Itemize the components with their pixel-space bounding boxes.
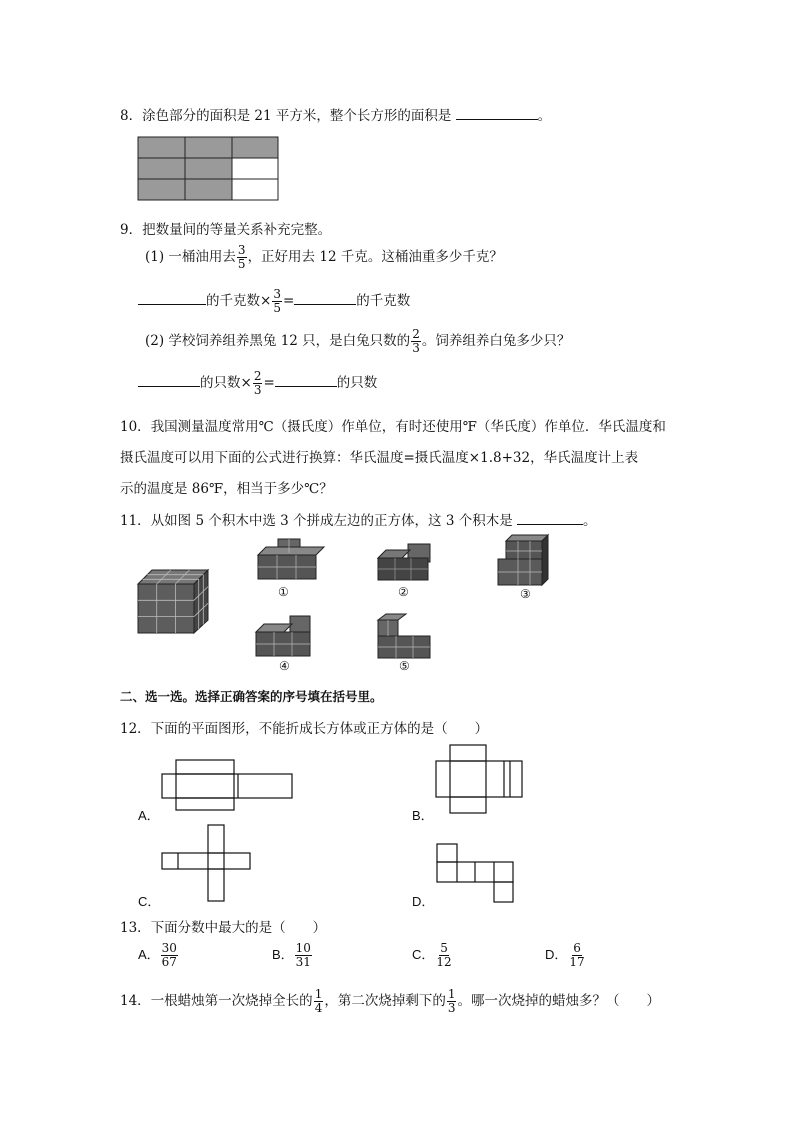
q9-p1-eq-mid: 的千克数× xyxy=(206,293,272,309)
q13-option-c-fraction: $\frac{5}{12}$ xyxy=(436,941,452,969)
q9-part1 xyxy=(145,244,503,271)
q14-fraction-2: $\frac{1}{3}$ xyxy=(447,987,456,1015)
q8-rect-grid xyxy=(138,137,280,201)
q12-number: 12． xyxy=(120,721,151,737)
q11-text xyxy=(120,509,597,529)
q14-text xyxy=(120,988,660,1015)
q13-option-b-label: B． xyxy=(272,947,294,962)
q9-p1-label: (1) xyxy=(145,249,165,265)
q11-body: 从如图 5 个积木中选 3 个拼成左边的正方体，这 3 个积木是 xyxy=(150,513,513,529)
q12-option-a[interactable]: A． xyxy=(138,808,160,823)
q11-piece-3 xyxy=(498,535,554,587)
q13-option-a[interactable] xyxy=(138,942,179,969)
q12-option-d[interactable]: D． xyxy=(412,894,435,909)
q13-number: 13． xyxy=(120,920,151,936)
q9-p1-eq-fraction: $\frac{3}{5}$ xyxy=(273,287,281,315)
q13-option-d-fraction: $\frac{6}{17}$ xyxy=(569,941,585,969)
q12-body: 下面的平面图形，不能折成长方体或正方体的是（ ） xyxy=(150,721,489,737)
q14-post: 。哪一次烧掉的蜡烛多？（ ） xyxy=(457,993,660,1009)
q9-part2 xyxy=(145,328,570,355)
q8-body: 涂色部分的面积是 21 平方米，整个长方形的面积是 xyxy=(142,108,452,124)
q11-answer-blank[interactable] xyxy=(517,512,583,525)
q12-net-a xyxy=(162,760,294,812)
q11-end: 。 xyxy=(583,513,597,529)
q8-text xyxy=(120,104,551,124)
q11-label-2: ② xyxy=(398,585,409,599)
q13-option-b[interactable] xyxy=(272,942,313,969)
q9-p2-equation xyxy=(138,370,377,397)
q12-net-b xyxy=(436,745,526,815)
q8-end: 。 xyxy=(537,108,552,124)
q10-line-3: 示的温度是 86℉，相当于多少℃？ xyxy=(120,481,333,497)
q14-number: 14． xyxy=(120,993,151,1009)
q12-net-c xyxy=(162,825,252,903)
q9-p1-blank-1[interactable] xyxy=(138,292,206,305)
q9-p2-post: 。饲养组养白兔多少只？ xyxy=(421,333,571,349)
q9-p2-eq-mid: 的只数× xyxy=(200,375,252,391)
q12-option-c[interactable]: C． xyxy=(138,894,161,909)
q14-fraction-1: $\frac{1}{4}$ xyxy=(314,987,323,1015)
q9-p2-pre: 学校饲养组养黑兔 12 只，是白兔只数的 xyxy=(168,333,411,349)
q11-label-5: ⑤ xyxy=(399,659,410,673)
q11-piece-2 xyxy=(378,542,436,584)
q9-p2-eq-equals: = xyxy=(263,375,275,391)
q9-p1-fraction: $\frac{3}{5}$ xyxy=(237,243,246,271)
q8-answer-blank[interactable] xyxy=(456,107,538,120)
q9-text xyxy=(120,218,331,238)
q14-mid: ，第二次烧掉剩下的 xyxy=(324,993,446,1009)
q10-line1-text: 我国测量温度常用℃（摄氏度）作单位，有时还使用℉（华氏度）作单位．华氏温度和 xyxy=(150,419,666,435)
q9-p1-pre: 一桶油用去 xyxy=(168,249,236,265)
q9-p2-label: (2) xyxy=(145,333,165,349)
q9-p1-eq-equals: = xyxy=(282,293,295,309)
q8-white-cells xyxy=(232,158,278,200)
q13-option-d-label: D． xyxy=(545,947,568,962)
q11-label-1: ① xyxy=(278,585,289,599)
q9-p2-eq-fraction: $\frac{2}{3}$ xyxy=(253,369,262,397)
q9-p2-fraction: $\frac{2}{3}$ xyxy=(412,327,420,355)
q12-text xyxy=(120,717,488,737)
q10-number: 10． xyxy=(120,419,151,435)
q9-p1-eq-end: 的千克数 xyxy=(356,293,411,309)
q11-piece-4 xyxy=(256,614,316,660)
q11-number: 11． xyxy=(120,513,151,529)
q13-option-d[interactable] xyxy=(545,942,587,969)
q11-piece-5 xyxy=(378,614,436,660)
q11-piece-1 xyxy=(258,537,320,585)
q9-body: 把数量间的等量关系补充完整。 xyxy=(142,222,332,238)
q12-net-d xyxy=(437,844,517,904)
q9-p2-blank-1[interactable] xyxy=(138,374,200,387)
q13-text xyxy=(120,916,326,936)
q13-option-a-label: A． xyxy=(138,947,160,962)
q9-number: 9． xyxy=(120,222,143,238)
q8-number: 8． xyxy=(120,108,143,124)
q10-line-1 xyxy=(120,415,666,435)
q10-line-2: 摄氏温度可以用下面的公式进行换算：华氏温度=摄氏温度×1.8+32，华氏温度计上表 xyxy=(120,450,639,466)
q11-label-3: ③ xyxy=(520,587,531,601)
q14-pre: 一根蜡烛第一次烧掉全长的 xyxy=(150,993,313,1009)
q13-option-c[interactable] xyxy=(412,942,454,969)
q9-p2-blank-2[interactable] xyxy=(275,374,337,387)
q11-big-cube xyxy=(138,570,210,634)
q9-p1-equation xyxy=(138,288,410,315)
q13-option-a-fraction: $\frac{30}{67}$ xyxy=(161,941,177,969)
q9-p1-blank-2[interactable] xyxy=(294,292,356,305)
q12-option-b[interactable]: B． xyxy=(412,808,434,823)
q13-option-b-fraction: $\frac{10}{31}$ xyxy=(295,941,311,969)
q9-p1-post: ，正好用去 12 千克。这桶油重多少千克？ xyxy=(247,249,503,265)
q9-p2-eq-end: 的只数 xyxy=(336,375,378,391)
section-2-title: 二、选一选。选择正确答案的序号填在括号里。 xyxy=(120,689,383,704)
q11-label-4: ④ xyxy=(279,659,290,673)
q13-body: 下面分数中最大的是（ ） xyxy=(150,920,327,936)
q13-option-c-label: C． xyxy=(412,947,435,962)
